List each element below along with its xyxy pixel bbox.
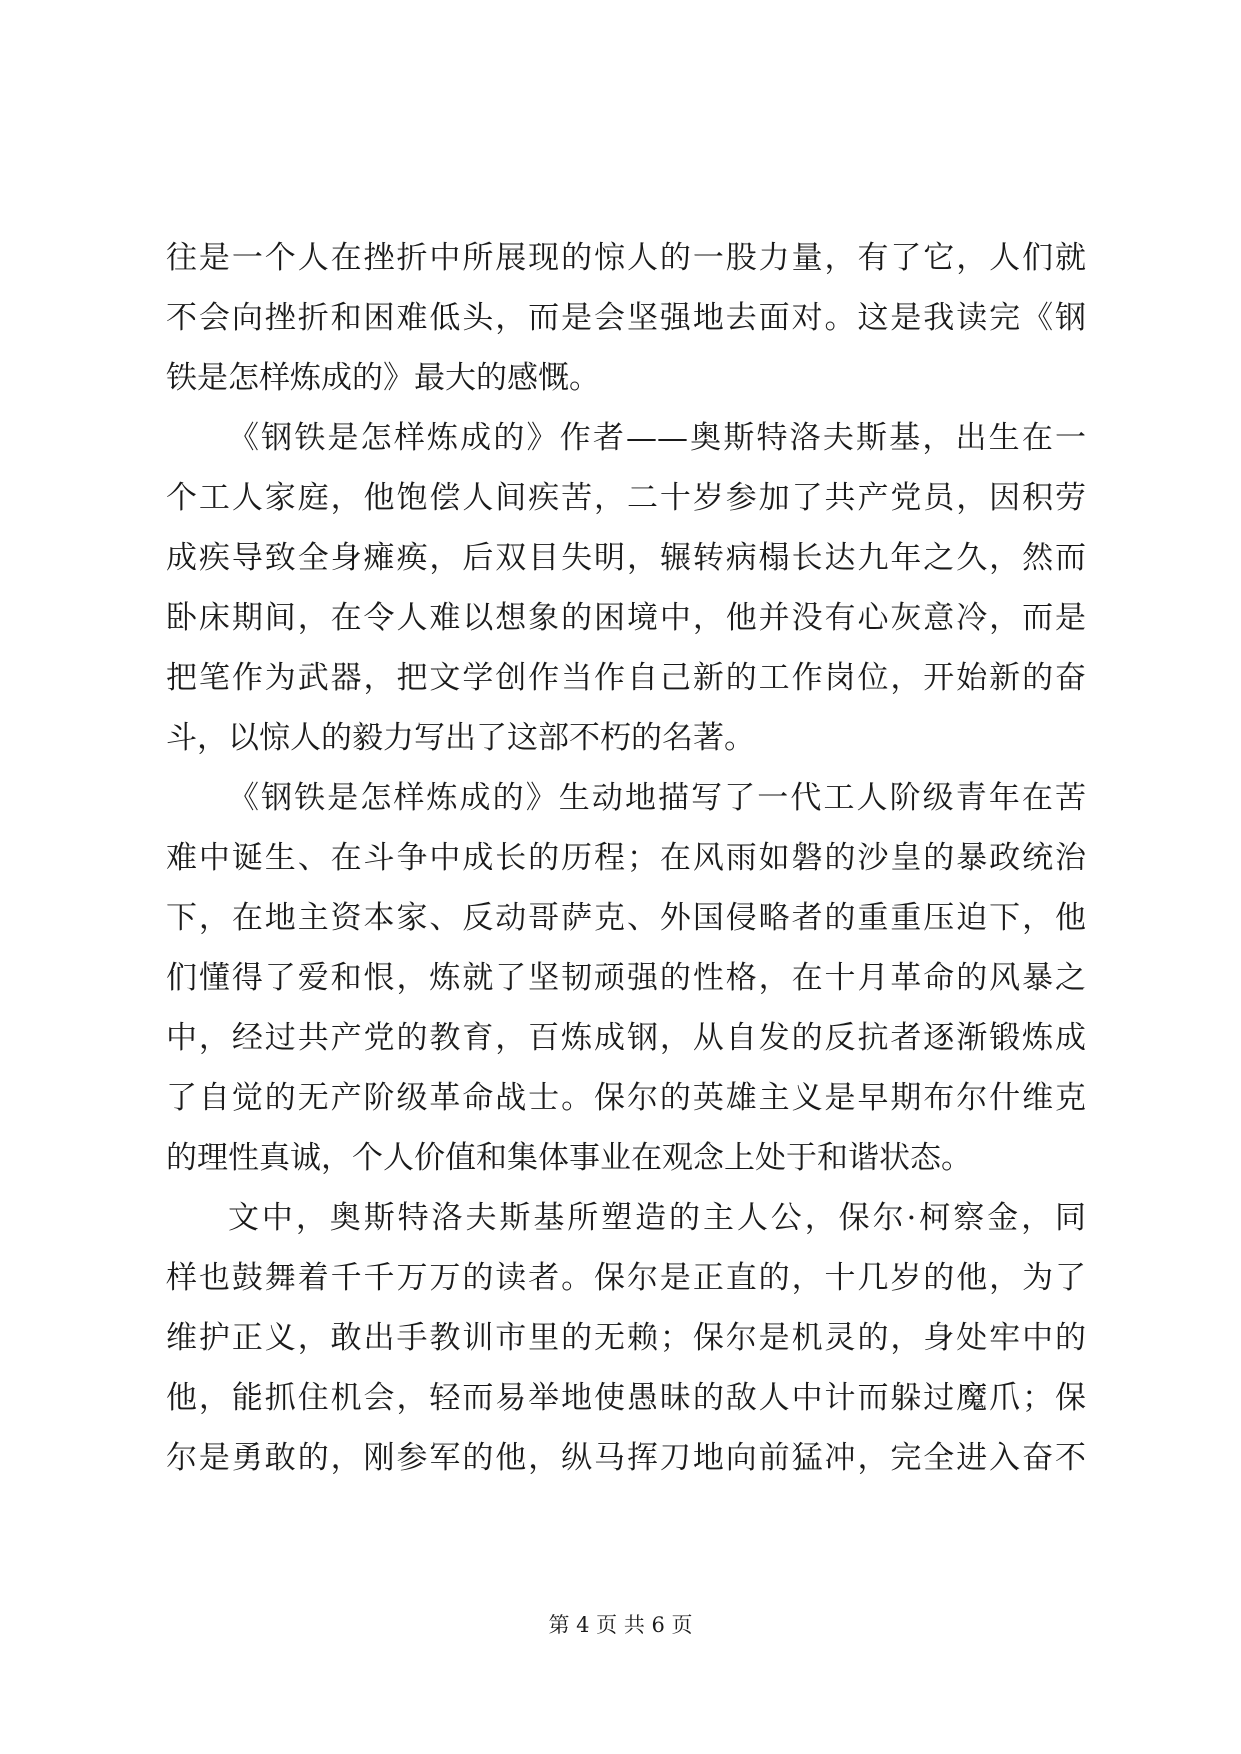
text-line: 不会向挫折和困难低头，而是会坚强地去面对。这是我读完《钢 [166,300,1086,336]
paragraph-2 [166,408,1086,768]
document-body [166,228,1086,1488]
text-line: 《钢铁是怎样炼成的》生动地描写了一代工人阶级青年在苦 [228,780,1086,816]
text-line: 个工人家庭，他饱偿人间疾苦，二十岁参加了共产党员，因积劳 [166,480,1086,516]
text-line: 中，经过共产党的教育，百炼成钢，从自发的反抗者逐渐锻炼成 [166,1020,1086,1056]
text-line: 他，能抓住机会，轻而易举地使愚昧的敌人中计而躲过魔爪；保 [166,1380,1086,1416]
paragraph-3 [166,768,1086,1188]
text-line: 文中，奥斯特洛夫斯基所塑造的主人公，保尔·柯察金，同 [228,1200,1086,1236]
text-line: 下，在地主资本家、反动哥萨克、外国侵略者的重重压迫下，他 [166,900,1086,936]
text-line: 卧床期间，在令人难以想象的困境中，他并没有心灰意冷，而是 [166,600,1086,636]
text-line: 们懂得了爱和恨，炼就了坚韧顽强的性格，在十月革命的风暴之 [166,960,1086,996]
text-line: 把笔作为武器，把文学创作当作自己新的工作岗位，开始新的奋 [166,660,1086,696]
text-line: 《钢铁是怎样炼成的》作者——奥斯特洛夫斯基，出生在一 [228,420,1086,456]
text-line: 的理性真诚，个人价值和集体事业在观念上处于和谐状态。 [166,1140,972,1176]
paragraph-1 [166,228,1086,408]
text-line: 维护正义，敢出手教训市里的无赖；保尔是机灵的，身处牢中的 [166,1320,1086,1356]
text-line: 难中诞生、在斗争中成长的历程；在风雨如磐的沙皇的暴政统治 [166,840,1086,876]
page-number-footer: 第 4 页 共 6 页 [548,1613,693,1637]
text-line: 样也鼓舞着千千万万的读者。保尔是正直的，十几岁的他，为了 [166,1260,1086,1296]
text-line: 尔是勇敢的，刚参军的他，纵马挥刀地向前猛冲，完全进入奋不 [166,1440,1086,1476]
paragraph-4 [166,1188,1086,1488]
text-line: 铁是怎样炼成的》最大的感慨。 [166,360,600,396]
text-line: 了自觉的无产阶级革命战士。保尔的英雄主义是早期布尔什维克 [166,1080,1086,1116]
text-line: 成疾导致全身瘫痪，后双目失明，辗转病榻长达九年之久，然而 [166,540,1086,576]
text-line: 斗，以惊人的毅力写出了这部不朽的名著。 [166,720,755,756]
text-line: 往是一个人在挫折中所展现的惊人的一股力量，有了它，人们就 [166,240,1086,276]
